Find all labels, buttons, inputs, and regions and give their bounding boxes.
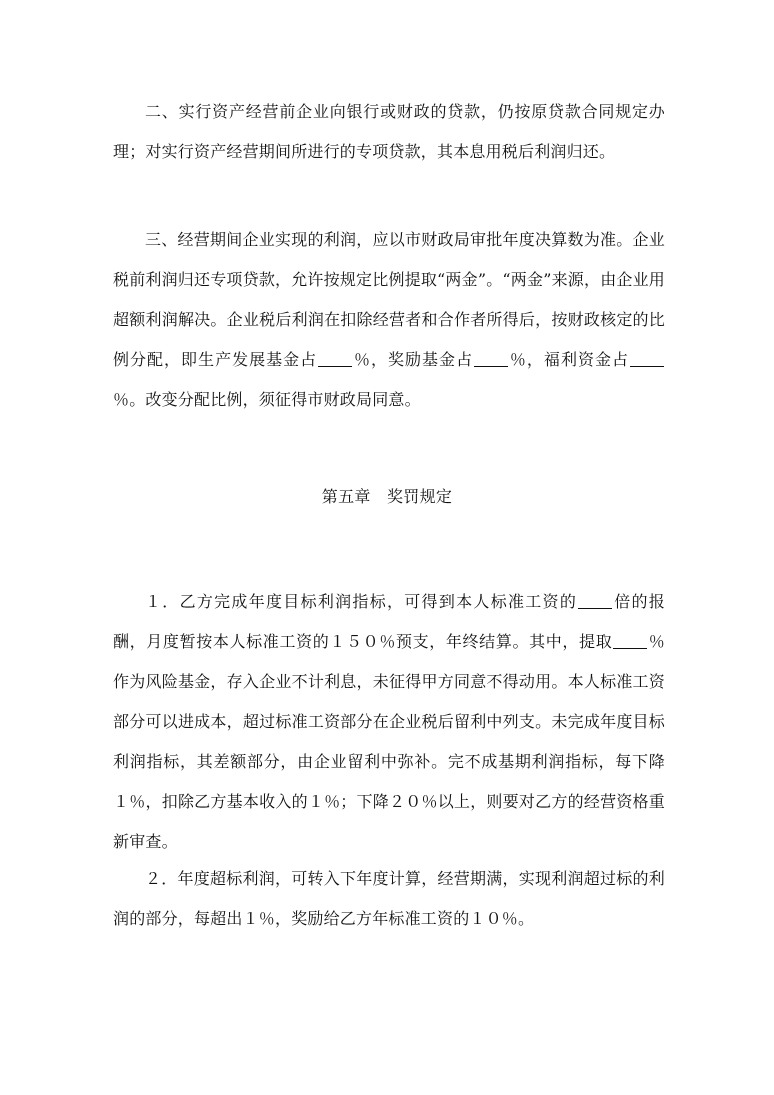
clause-three-text-3: ％，福利资金占 bbox=[509, 350, 630, 369]
production-fund-blank bbox=[318, 352, 352, 367]
chapter-heading: 第五章 奖罚规定 bbox=[321, 487, 453, 506]
welfare-fund-blank bbox=[630, 352, 664, 367]
salary-multiple-blank bbox=[578, 594, 612, 609]
risk-fund-blank bbox=[613, 634, 647, 649]
clause-three-text-2: ％，奖励基金占 bbox=[353, 350, 474, 369]
reward-clause-one-text-1: １．乙方完成年度目标利润指标，可得到本人标准工资的 bbox=[145, 592, 578, 611]
reward-clause-one-text-3: ％作为风险基金，存入企业不计利息，未征得甲方同意不得动用。本人标准工资部分可以进成本，超过标准工资部分在企业税后留利中列支。未完成年度目标利润指标，其差额部分，由企业留利中弥补。完不成基期利润指标，每下降１％，扣除乙方基本收入的１％；下降２０％以上，则要对乙方的经营资格重新审查。 bbox=[113, 632, 665, 851]
reward-clause-two-paragraph bbox=[113, 859, 665, 939]
clause-two-paragraph bbox=[113, 92, 665, 172]
clause-three-text-4: ％。改变分配比例，须征得市财政局同意。 bbox=[113, 390, 421, 409]
reward-clause-one-paragraph bbox=[113, 582, 665, 862]
clause-two-text: 二、实行资产经营前企业向银行或财政的贷款，仍按原贷款合同规定办理；对实行资产经营期间所进行的专项贷款，其本息用税后利润归还。 bbox=[113, 102, 665, 161]
reward-clause-two-text: ２．年度超标利润，可转入下年度计算，经营期满，实现利润超过标的利润的部分，每超出１％，奖励给乙方年标准工资的１０％。 bbox=[113, 869, 665, 928]
clause-three-text-1: 三、经营期间企业实现的利润，应以市财政局审批年度决算数为准。企业税前利润归还专项贷款，允许按规定比例提取“两金”。“两金”来源，由企业用超额利润解决。企业税后利润在扣除经营者和合作者所得后，按财政核定的比例分配，即生产发展基金占 bbox=[113, 230, 665, 369]
reward-clause-one-text-2: 倍的报酬，月度暂按本人标准工资的１５０％预支，年终结算。其中，提取 bbox=[113, 592, 665, 651]
reward-fund-blank bbox=[474, 352, 508, 367]
clause-three-paragraph bbox=[113, 220, 665, 420]
